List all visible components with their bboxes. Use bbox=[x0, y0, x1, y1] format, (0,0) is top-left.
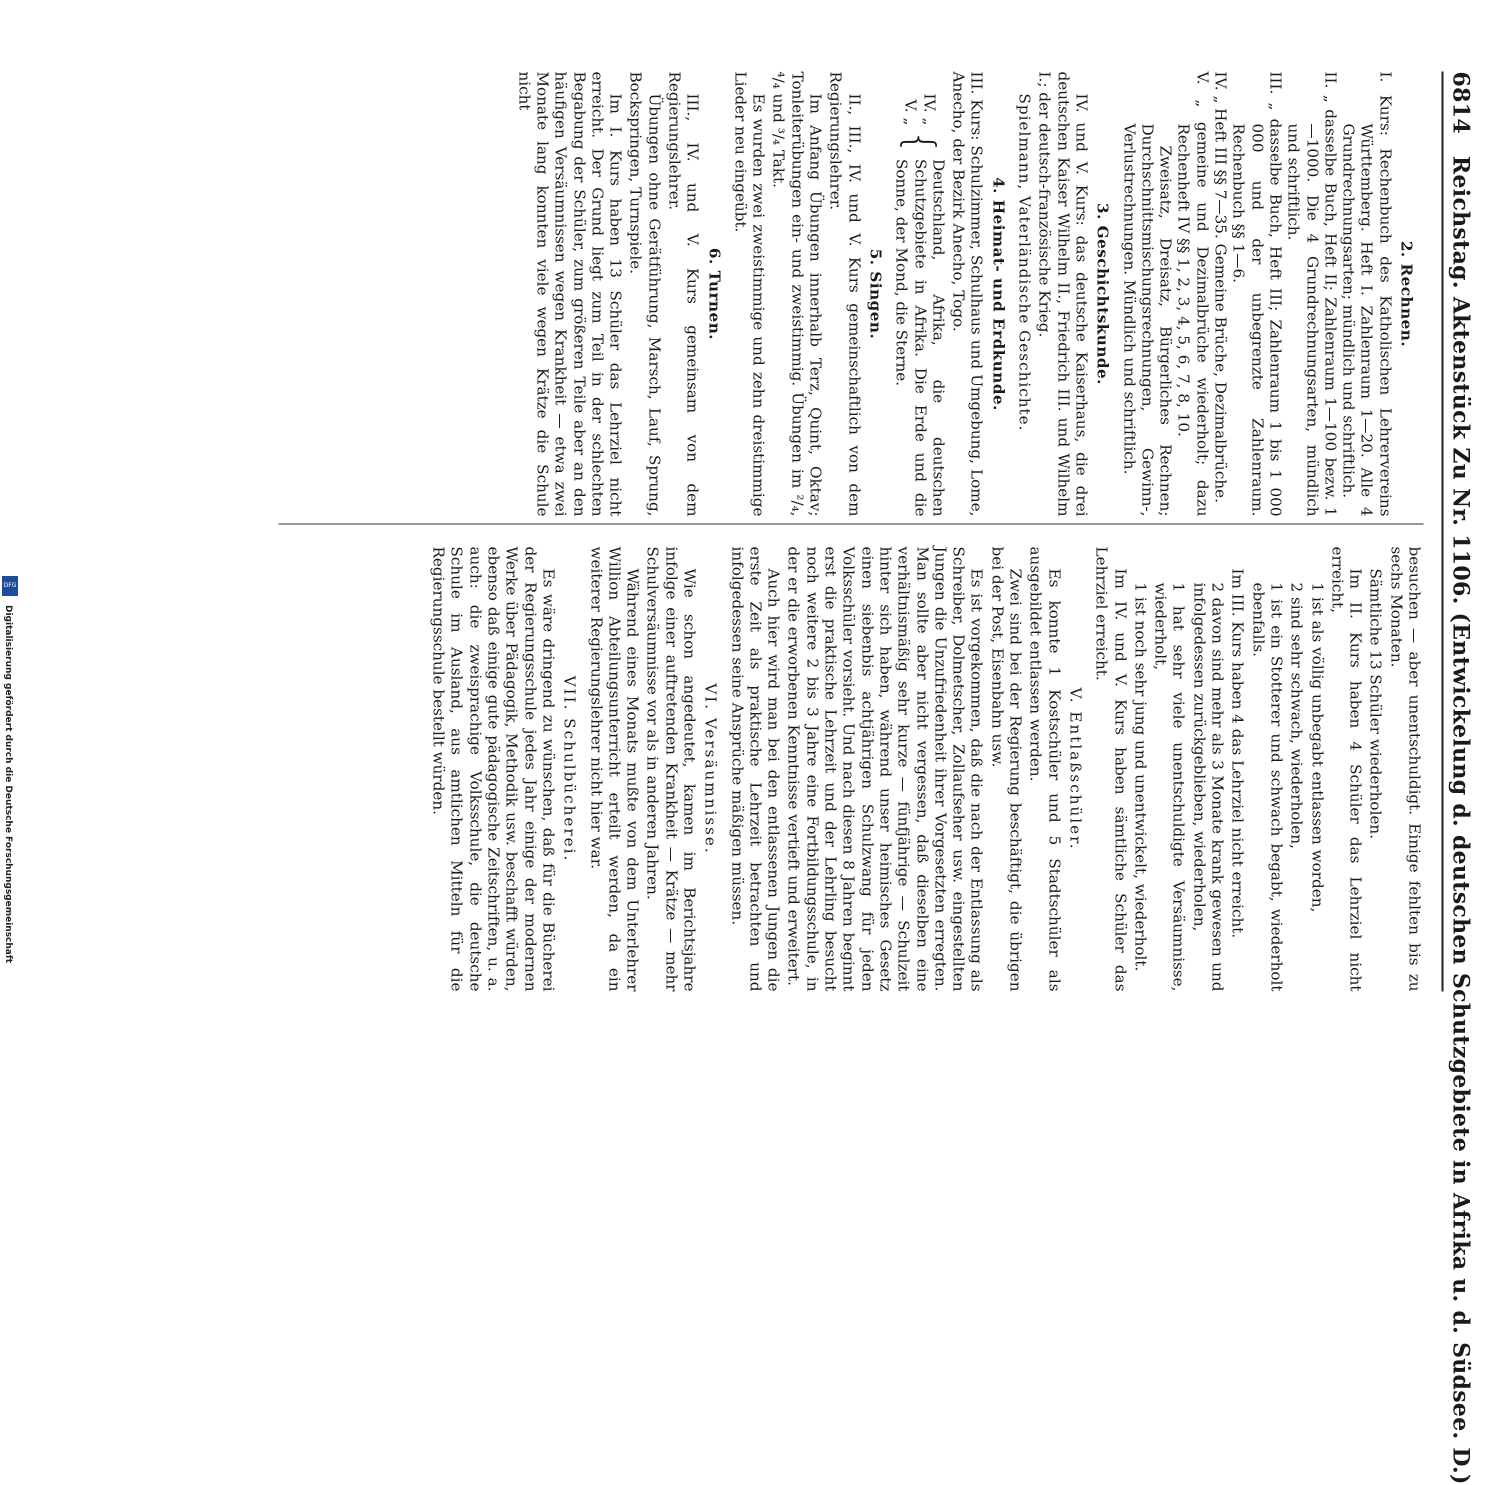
paragraph: besuchen — aber unentschuldigt. Einige fehlten bis zu sechs Monaten. bbox=[1387, 546, 1424, 992]
row-text: Rechenbuch des Katholischen Lehrervereins Württemberg. Heft I. Zahlenraum 1—20. Alle 4 Grundrechnungsarten; mündlich und schriftlich. bbox=[1339, 123, 1395, 517]
section-heading-turnen: 6. Turnen. bbox=[705, 247, 724, 341]
rechnen-extra: Zweisatz, Dreisatz, Bürgerliches Rechnen; Durchschnittsmischungsrechnungen, Gewinn-, Verlustrechnungen. Mündlich und schriftlich. bbox=[1120, 123, 1175, 517]
paragraph: III. Kurs: Schulzimmer, Schulhaus und Umgebung, Lome, Anecho, der Bezirk Anecho, Togo. bbox=[949, 71, 986, 517]
page-header bbox=[1442, 71, 1474, 1485]
row-label: IV. „ bbox=[1211, 71, 1230, 104]
list-item: 2 sind sehr schwach, wiederholen, bbox=[1287, 582, 1306, 849]
page-title: Reichstag. Aktenstück Zu Nr. 1106. (Entwickelung d. deutschen Schutzgebiete in Afrika u. d. Südsee. D.) bbox=[1447, 155, 1474, 1485]
dfg-logo-icon: DFG bbox=[2, 576, 18, 596]
row-label: III. „ bbox=[1266, 71, 1285, 111]
column-divider bbox=[279, 524, 1424, 525]
paragraph: Zwei sind bei der Regierung beschäftigt, die übrigen bei der Post, Eisenbahn usw. bbox=[988, 546, 1025, 992]
curly-brace-icon: { bbox=[896, 129, 943, 155]
rechnen-row bbox=[1175, 72, 1212, 517]
section-heading-rechnen: 2. Rechnen. bbox=[1397, 240, 1416, 348]
rechnen-row bbox=[1230, 72, 1285, 517]
row-label: I. Kurs: bbox=[1376, 71, 1395, 136]
paragraph: Während eines Monats mußte von dem Unterlehrer Willion Abteilungsunterricht erteilt werden, da ein weiterer Regierungslehrer nicht hier war. bbox=[587, 546, 642, 992]
paragraph: Im I. Kurs haben 13 Schüler das Lehrziel nicht erreicht. Der Grund liegt zum Teil in der schlechten Begabung der Schüler, zum größeren Teile aber an den häufigen Versäumnissen wegen Krankheit — etwa zwei Monate lang konnten viele wegen Krätze die Schule nicht bbox=[515, 71, 625, 517]
list-item: 1 ist ein Stotterer und schwach begabt, wiederholt ebenfalls. bbox=[1249, 582, 1286, 992]
paragraph: Im III. Kurs haben 4 das Lehrziel nicht erreicht. bbox=[1228, 568, 1247, 939]
left-column bbox=[513, 72, 1424, 517]
list-item: 2 davon sind mehr als 3 Monate krank gewesen und infolgedessen zurückgeblieben, wiederholen, bbox=[1190, 582, 1227, 992]
paragraph: Im Anfang Übungen innerhalb Terz, Quint, Oktav; Tonleiterübungen ein- und zweistimmig. Übungen im ²/₄, ⁴/₄ und ³/₄ Takt. bbox=[770, 71, 825, 517]
list-item: 1 ist noch sehr jung und unentwickelt, wiederholt. bbox=[1131, 582, 1150, 972]
row-label: II. „ bbox=[1321, 71, 1340, 103]
paragraph: Es wäre dringend zu wünschen, daß für die Bücherei der Regierungsschule jedes Jahr einige der modernen Werke über Pädagogik, Methodik usw. beschafft würden, ebenso daß einige gute pädagogische Zeitschriften, u. a. auch: die zweisprachige Volksschule, die deutsche Schule im Ausland, aus amtlichen Mitteln für die Regierungsschule bestellt würden. bbox=[429, 546, 558, 992]
paragraph: Es ist vorgekommen, daß die nach der Entlassung als Schreiber, Dolmetscher, Zollaufseher usw. eingestellten Jungen die Unzufriedenheit ihrer Vorgesetzten erregten. Man sollte aber nicht vergessen, daß dieselben eine verhältnismäßig sehr kurze — fünfjährige — Schulzeit hinter sich haben, während unser heimisches Gesetz einen siebenbis achtjährigen Schulzwang für jeden Volksschüler vorsieht. Und nach diesen 8 Jahren beginnt erst die praktische Lehrzeit und der Lehrling besucht noch weitere 2 bis 3 Jahre eine Fortbildungsschule, in der er die erworbenen Kenntnisse vertieft und erweitert. bbox=[785, 546, 986, 992]
paragraph: Es konnte 1 Kostschüler und 5 Stadtschüler als ausgebildet entlassen werden. bbox=[1026, 546, 1064, 992]
rechnen-row bbox=[1284, 72, 1339, 517]
rechnen-row bbox=[1339, 72, 1394, 517]
section-heading-heimat: 4. Heimat- und Erdkunde. bbox=[989, 177, 1008, 411]
paragraph: Auch hier wird man bei den entlassenen Jungen die erste Zeit als praktische Lehrzeit betrachten und infolgedessen seine Ansprüche mäßigen müssen. bbox=[728, 546, 783, 992]
row-label: V. „ bbox=[1193, 71, 1212, 108]
paragraph: Wie schon angedeutet, kamen im Berichtsjahre infolge einer auftretenden Krankheit — Krätze — mehr Schulversäumnisse vor als in anderen Jahren. bbox=[643, 546, 699, 992]
paragraph: Im IV. und V. Kurs haben sämtliche Schüler das Lehrziel erreicht. bbox=[1092, 546, 1130, 992]
digitization-credit bbox=[3, 582, 17, 995]
paragraph: Es wurden zwei zweistimmige und zehn dreistimmige Lieder neu eingeübt. bbox=[731, 71, 768, 517]
section-heading-geschichte: 3. Geschichtskunde. bbox=[1093, 203, 1112, 385]
brace-text: Deutschland, Afrika, die deutschen Schutzgebiete in Afrika. Die Erde und die Sonne, der Mond, die Sterne. bbox=[892, 158, 948, 517]
paragraph: Übungen ohne Gerätführung, Marsch, Lauf, Sprung, Bockspringen, Turnspiele. bbox=[626, 71, 664, 517]
page-number: 6814 bbox=[1447, 71, 1474, 134]
rechnen-row bbox=[1211, 72, 1229, 517]
list-item: 1 hat sehr viele unentschuldigte Versäumnisse, wiederholt, bbox=[1151, 582, 1188, 992]
credit-text: Digitalisierung gefördert durch die Deutsche Forschungsgemeinschaft bbox=[3, 605, 13, 964]
paragraph: III., IV. und V. Kurs gemeinsam von dem Regierungslehrer. bbox=[665, 71, 702, 517]
rotated-document-page bbox=[129, 32, 1512, 1485]
row-text: dasselbe Buch, Heft III; Zahlenraum 1 bis 1 000 000 und der unbegrenzte Zahlenraum. Rechenbuch §§ 1—6. bbox=[1229, 118, 1285, 517]
right-column bbox=[427, 547, 1423, 992]
paragraph: Spielmann, Vaterländische Geschichte. bbox=[1015, 93, 1034, 432]
brace-labels: IV. „ V. „ bbox=[901, 93, 939, 126]
paragraph: Sämtliche 13 Schüler wiederholen. bbox=[1366, 568, 1385, 840]
paragraph: Im II. Kurs haben 4 Schüler das Lehrziel nicht erreicht, bbox=[1328, 546, 1365, 992]
section-heading-entlass: V. Entlaßschüler. bbox=[1066, 687, 1085, 851]
row-text: dasselbe Buch, Heft II; Zahlenraum 1—100 bezw. 1—1000. Die 4 Grundrechnungsarten, mündlich und schriftlich. bbox=[1284, 109, 1340, 517]
section-heading-singen: 5. Singen. bbox=[866, 248, 885, 340]
paragraph: II., III., IV. und V. Kurs gemeinschaftlich von dem Regierungslehrer. bbox=[826, 71, 864, 517]
row-text: Heft III §§ 7—35. Gemeine Brüche, Dezimalbrüche. bbox=[1211, 108, 1230, 503]
section-heading-buecherei: VII. Schulbücherei. bbox=[560, 675, 579, 863]
paragraph: IV. und V. Kurs: das deutsche Kaiserhaus, die drei deutschen Kaiser Wilhelm II., Friedrich III. und Wilhelm I.; der deutsch-französische Krieg. bbox=[1035, 71, 1091, 517]
brace-group bbox=[892, 72, 947, 517]
list-item: 1 ist als völlig unbegabt entlassen worden, bbox=[1308, 582, 1327, 913]
section-heading-versaeumnisse: VI. Versäumnisse. bbox=[701, 683, 720, 855]
row-text: gemeine und Dezimalbrüche wiederholt; dazu Rechenheft IV §§ 1, 2, 3, 4, 5, 6, 7, 8, 10. bbox=[1174, 121, 1212, 517]
